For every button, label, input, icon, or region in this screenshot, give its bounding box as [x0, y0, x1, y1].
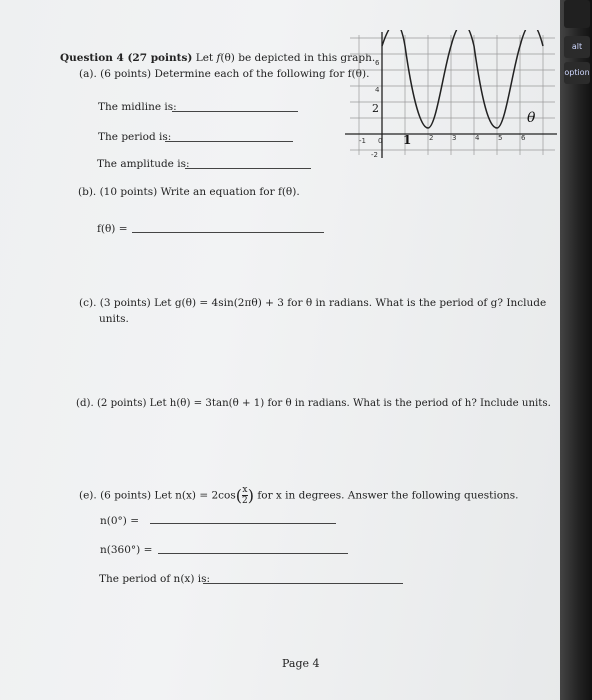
- f-theta-answer-line[interactable]: [132, 232, 324, 233]
- handwritten-1: 1: [403, 133, 412, 147]
- x-tick-0: 0: [378, 137, 383, 145]
- x-tick-4: 4: [475, 134, 480, 142]
- part-c-line1: (c). (3 points) Let g(θ) = 4sin(2πθ) + 3 for θ in radians. What is the period of g? Include: [79, 297, 547, 309]
- part-a-label: (a). (6 points) Determine each of the following for f(θ).: [79, 68, 370, 80]
- midline-answer-line[interactable]: [172, 111, 298, 112]
- page-number: Page 4: [282, 657, 320, 670]
- n-period-answer-line[interactable]: [203, 583, 403, 584]
- x-tick-3: 3: [452, 134, 457, 142]
- f-theta-graph: [345, 30, 560, 160]
- midline-label: The midline is:: [98, 101, 177, 113]
- y-tick-4: 4: [375, 86, 380, 94]
- n360-label: n(360°) =: [100, 544, 153, 556]
- part-d-label: (d). (2 points) Let h(θ) = 3tan(θ + 1) for θ in radians. What is the period of h? Include units.: [76, 398, 551, 409]
- f-theta-curve: [382, 30, 543, 128]
- alt-key: alt: [564, 36, 590, 58]
- n0-answer-line[interactable]: [150, 523, 336, 524]
- f-theta-eq-label: f(θ) =: [97, 223, 128, 235]
- x-tick-neg1: -1: [359, 137, 366, 145]
- y-tick-6: 6: [375, 59, 380, 67]
- option-key: option: [564, 62, 590, 84]
- part-e-label: (e). (6 points) Let n(x) = 2cos( $\frac{x}{2}$ ) for x in degrees. Answer the following questions.: [79, 485, 519, 506]
- question-4-header: Question 4 (27 points) Let f(θ) be depicted in this graph.: [60, 52, 376, 64]
- y-tick-neg2: -2: [371, 151, 378, 159]
- n0-label: n(0°) =: [100, 515, 140, 527]
- amplitude-label: The amplitude is:: [97, 158, 190, 170]
- keyboard-key-top: [564, 0, 590, 28]
- x-tick-5: 5: [498, 134, 503, 142]
- n-period-label: The period of n(x) is:: [99, 573, 211, 585]
- period-label: The period is:: [98, 131, 172, 143]
- n360-answer-line[interactable]: [158, 553, 348, 554]
- x-tick-6: 6: [521, 134, 526, 142]
- handwritten-theta: θ: [527, 110, 536, 126]
- part-c-line2: units.: [99, 313, 129, 325]
- keyboard-edge: [560, 0, 592, 700]
- x-tick-2: 2: [429, 134, 434, 142]
- period-answer-line[interactable]: [165, 141, 293, 142]
- handwritten-2: 2: [372, 102, 379, 115]
- amplitude-answer-line[interactable]: [185, 168, 311, 169]
- part-b-label: (b). (10 points) Write an equation for f(θ).: [78, 186, 300, 198]
